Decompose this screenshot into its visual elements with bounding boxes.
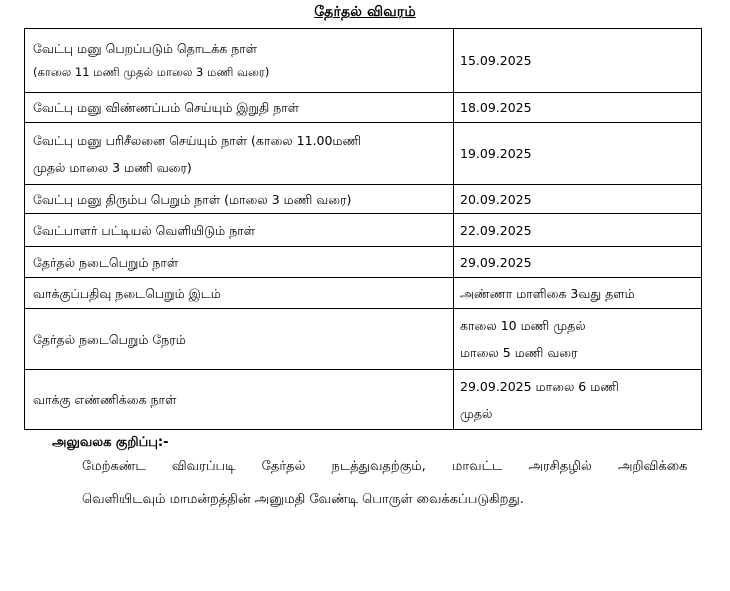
office-note-line-1: மேற்கண்ட விவரப்படி தேர்தல் நடத்துவதற்கும், மாவட்ட அரசிதழில் அறிவிக்கை xyxy=(82,459,688,474)
row-value: 18.09.2025 xyxy=(454,93,702,123)
office-note-label: அலுவலக குறிப்பு:- xyxy=(52,435,169,450)
row-value-text: காலை 10 மணி முதல் xyxy=(460,318,586,333)
row-value: அண்ணா மாளிகை 3வது தளம் xyxy=(454,278,702,309)
table-row xyxy=(25,93,702,123)
row-label: வேட்பு மனு திரும்ப பெறும் நாள் (மாலை 3 மணி வரை) xyxy=(25,185,454,214)
row-label: வாக்கு எண்ணிக்கை நாள் xyxy=(25,370,454,430)
office-note-body xyxy=(52,460,730,506)
election-schedule-table xyxy=(24,28,702,430)
row-value xyxy=(454,370,702,430)
row-label: வேட்பு மனு விண்ணப்பம் செய்யும் இறுதி நாள் xyxy=(25,93,454,123)
table-row xyxy=(25,278,702,309)
row-value-text-cont: முதல் xyxy=(460,405,493,421)
row-value xyxy=(454,309,702,370)
table-row xyxy=(25,309,702,370)
table-row xyxy=(25,29,702,93)
row-label: வாக்குப்பதிவு நடைபெறும் இடம் xyxy=(25,278,454,309)
row-label-text: வேட்பு மனு பரிசீலனை செய்யும் நாள் (காலை 11.00மணி xyxy=(33,132,362,148)
row-label: வேட்பாளர் பட்டியல் வெளியிடும் நாள் xyxy=(25,214,454,247)
row-value: 15.09.2025 xyxy=(454,29,702,93)
table-row xyxy=(25,247,702,278)
office-note-line-2: வெளியிடவும் மாமன்றத்தின் அனுமதி வேண்டி பொருள் வைக்கப்படுகிறது. xyxy=(82,492,524,507)
row-value: 20.09.2025 xyxy=(454,185,702,214)
row-value: 19.09.2025 xyxy=(454,123,702,185)
row-label: தேர்தல் நடைபெறும் நேரம் xyxy=(25,309,454,370)
row-value: 29.09.2025 xyxy=(454,247,702,278)
table-row xyxy=(25,214,702,247)
table-row xyxy=(25,185,702,214)
row-label-text-cont: முதல் மாலை 3 மணி வரை) xyxy=(33,159,192,175)
row-value: 22.09.2025 xyxy=(454,214,702,247)
table-row xyxy=(25,123,702,185)
row-label xyxy=(25,123,454,185)
row-label-text: வேட்பு மனு பெறப்படும் தொடக்க நாள் xyxy=(33,41,258,57)
row-label xyxy=(25,29,454,93)
row-value-text-cont: மாலை 5 மணி வரை xyxy=(460,345,578,360)
row-value-text: 29.09.2025 மாலை 6 மணி xyxy=(460,378,619,394)
table-row xyxy=(25,370,702,430)
row-label-subtext: (காலை 11 மணி முதல் மாலை 3 மணி வரை) xyxy=(33,65,270,80)
page-title: தேர்தல் விவரம் xyxy=(314,4,416,20)
row-label: தேர்தல் நடைபெறும் நாள் xyxy=(25,247,454,278)
